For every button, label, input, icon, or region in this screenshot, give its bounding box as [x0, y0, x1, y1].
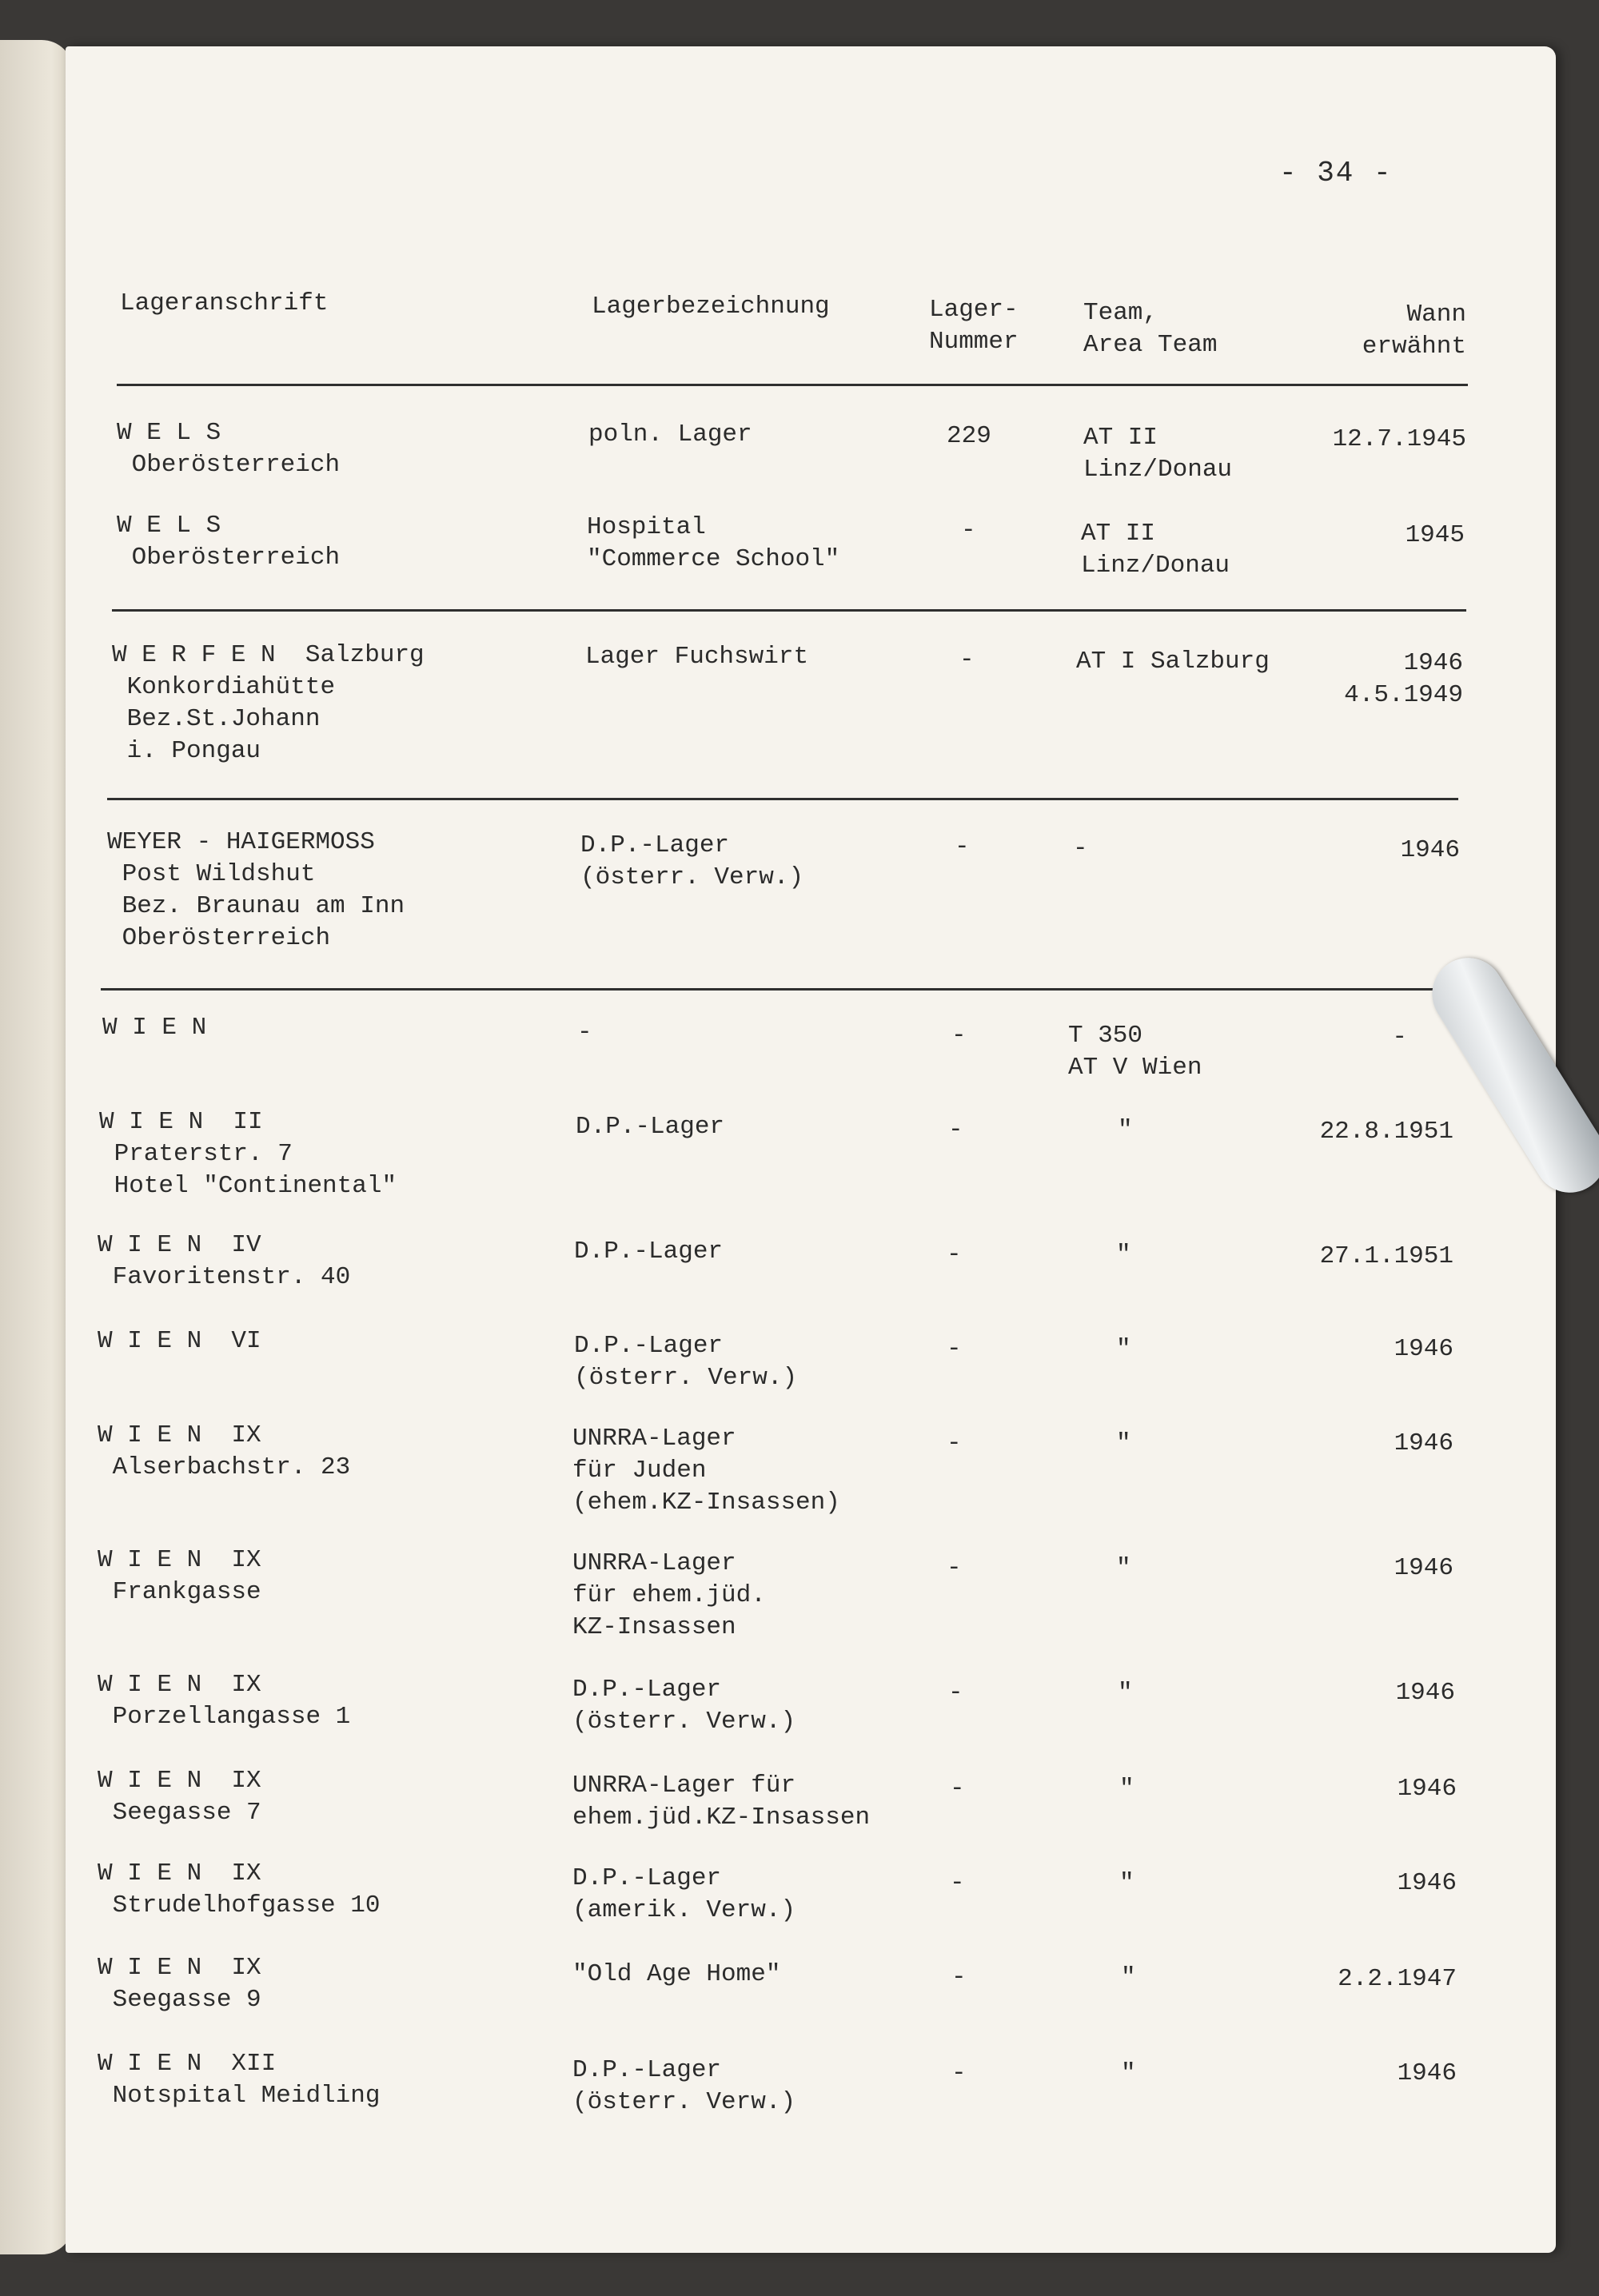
- row-5-team: T 350 AT V Wien: [1068, 1022, 1202, 1082]
- row-4-team: -: [1073, 835, 1088, 863]
- row-6-name: D.P.-Lager: [576, 1113, 725, 1141]
- row-9-team: ": [1116, 1429, 1131, 1457]
- row-6-team: ": [1118, 1116, 1133, 1144]
- row-4-number: -: [955, 833, 970, 861]
- row-5-number: -: [951, 1022, 967, 1050]
- row-3-number: -: [959, 646, 975, 674]
- facing-page-edge: [0, 40, 74, 2254]
- row-1-name: poln. Lager: [588, 421, 752, 448]
- row-8-mentioned: 1946: [1394, 1335, 1453, 1363]
- row-1-mentioned: 12.7.1945: [1332, 425, 1466, 453]
- row-11-address: W I E N IX Porzellangasse 1: [98, 1671, 351, 1731]
- row-9-mentioned: 1946: [1394, 1429, 1453, 1457]
- row-2-address: W E L S Oberösterreich: [117, 512, 341, 572]
- row-10-address: W I E N IX Frankgasse: [98, 1546, 261, 1606]
- row-14-mentioned: 2.2.1947: [1338, 1965, 1457, 1993]
- row-7-team: ": [1116, 1241, 1131, 1269]
- row-14-name: "Old Age Home": [572, 1960, 781, 1988]
- row-3-team: AT I Salzburg: [1076, 648, 1270, 676]
- row-8-name: D.P.-Lager (österr. Verw.): [574, 1332, 798, 1392]
- row-6-address: W I E N II Praterstr. 7 Hotel "Continental": [99, 1108, 397, 1200]
- row-1-address: W E L S Oberösterreich: [117, 419, 341, 479]
- row-10-team: ": [1116, 1554, 1131, 1582]
- row-8-number: -: [947, 1335, 962, 1363]
- row-8-team: ": [1116, 1335, 1131, 1363]
- row-6-mentioned: 22.8.1951: [1319, 1118, 1453, 1146]
- row-15-mentioned: 1946: [1397, 2059, 1457, 2087]
- row-6-number: -: [948, 1116, 963, 1144]
- row-1-team: AT II Linz/Donau: [1083, 424, 1233, 484]
- row-2-name: Hospital "Commerce School": [587, 513, 840, 573]
- row-12-team: ": [1119, 1775, 1134, 1803]
- row-2-number: -: [961, 516, 976, 544]
- row-12-address: W I E N IX Seegasse 7: [98, 1767, 261, 1827]
- row-rule: [101, 988, 1455, 991]
- header-team: Team, Area Team: [1083, 299, 1218, 359]
- row-11-mentioned: 1946: [1395, 1679, 1455, 1707]
- row-15-name: D.P.-Lager (österr. Verw.): [572, 2056, 796, 2116]
- row-13-address: W I E N IX Strudelhofgasse 10: [98, 1860, 381, 1919]
- row-10-number: -: [947, 1554, 962, 1582]
- row-2-mentioned: 1945: [1405, 521, 1465, 549]
- row-14-address: W I E N IX Seegasse 9: [98, 1954, 261, 2014]
- row-7-mentioned: 27.1.1951: [1319, 1242, 1453, 1270]
- row-12-mentioned: 1946: [1397, 1775, 1457, 1803]
- row-15-number: -: [951, 2059, 967, 2087]
- row-7-name: D.P.-Lager: [574, 1238, 724, 1266]
- row-4-name: D.P.-Lager (österr. Verw.): [580, 831, 804, 891]
- row-5-mentioned: -: [1392, 1023, 1407, 1051]
- row-9-number: -: [947, 1429, 962, 1457]
- row-11-name: D.P.-Lager (österr. Verw.): [572, 1676, 796, 1736]
- row-13-name: D.P.-Lager (amerik. Verw.): [572, 1864, 796, 1924]
- row-13-mentioned: 1946: [1397, 1869, 1457, 1897]
- row-15-team: ": [1121, 2059, 1136, 2087]
- row-11-number: -: [948, 1679, 963, 1707]
- row-5-address: W I E N: [102, 1014, 207, 1042]
- row-13-team: ": [1119, 1869, 1134, 1897]
- row-13-number: -: [950, 1869, 965, 1897]
- header-address: Lageranschrift: [120, 289, 329, 317]
- header-camp-name: Lagerbezeichnung: [592, 293, 830, 321]
- row-14-number: -: [951, 1963, 967, 1991]
- row-4-address: WEYER - HAIGERMOSS Post Wildshut Bez. Braunau am Inn Oberösterreich: [107, 828, 405, 952]
- header-rule: [117, 384, 1468, 386]
- row-7-address: W I E N IV Favoritenstr. 40: [98, 1231, 351, 1291]
- row-12-name: UNRRA-Lager für ehem.jüd.KZ-Insassen: [572, 1772, 871, 1832]
- header-camp-number: Lager- Nummer: [929, 296, 1019, 356]
- row-2-team: AT II Linz/Donau: [1081, 520, 1230, 580]
- row-3-name: Lager Fuchswirt: [585, 643, 809, 671]
- row-3-mentioned: 1946 4.5.1949: [1344, 649, 1463, 709]
- row-11-team: ": [1118, 1679, 1133, 1707]
- row-7-number: -: [947, 1241, 962, 1269]
- row-14-team: ": [1121, 1963, 1136, 1991]
- header-mentioned: Wann erwähnt: [1362, 301, 1466, 361]
- row-10-name: UNRRA-Lager für ehem.jüd. KZ-Insassen: [572, 1549, 766, 1641]
- row-12-number: -: [950, 1775, 965, 1803]
- row-4-mentioned: 1946: [1400, 836, 1460, 864]
- row-rule: [112, 609, 1466, 612]
- page-number: - 34 -: [1279, 157, 1393, 189]
- row-8-address: W I E N VI: [98, 1327, 261, 1355]
- row-9-address: W I E N IX Alserbachstr. 23: [98, 1421, 351, 1481]
- row-rule: [107, 798, 1458, 800]
- row-9-name: UNRRA-Lager für Juden (ehem.KZ-Insassen): [572, 1425, 840, 1517]
- row-3-address: W E R F E N Salzburg Konkordiahütte Bez.St.Johann i. Pongau: [112, 641, 425, 765]
- row-1-number: 229: [947, 422, 991, 450]
- row-5-name: -: [577, 1018, 592, 1046]
- row-15-address: W I E N XII Notspital Meidling: [98, 2050, 381, 2110]
- row-10-mentioned: 1946: [1394, 1554, 1453, 1582]
